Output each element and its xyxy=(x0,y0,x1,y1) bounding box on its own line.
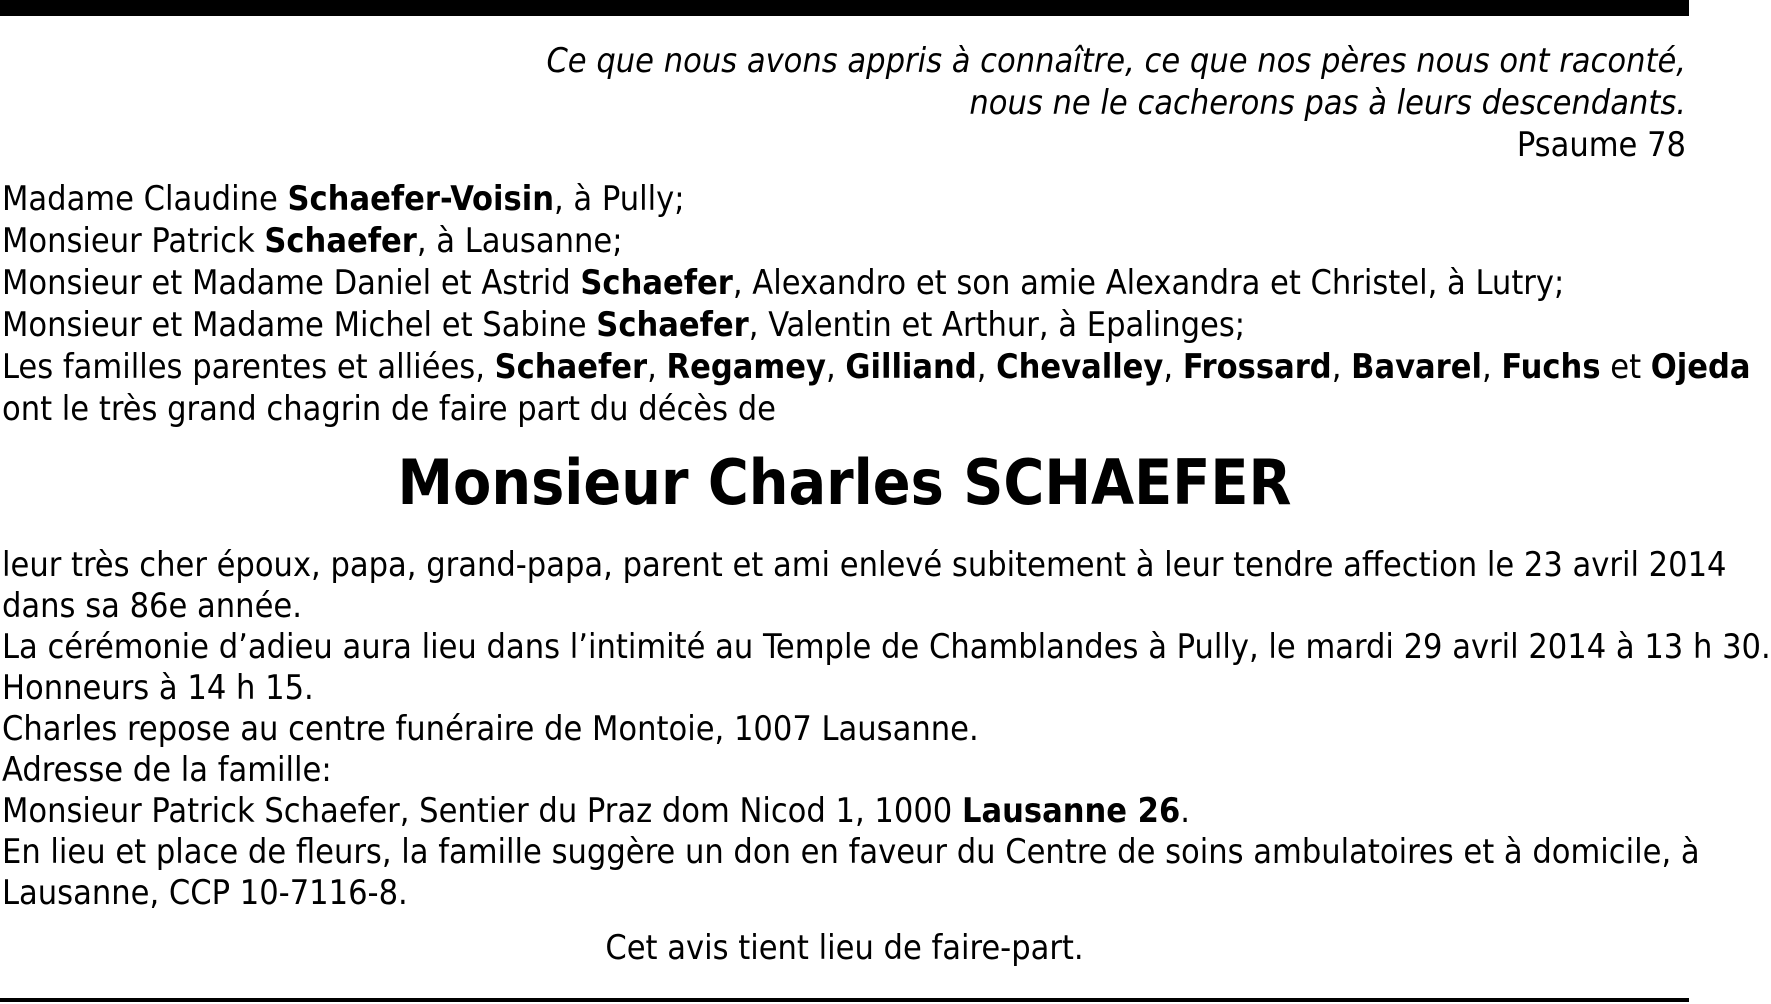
relative-surname: Ojeda xyxy=(1650,347,1751,387)
closing-note: Cet avis tient lieu de faire-part. xyxy=(605,928,1084,968)
family-text: Monsieur Patrick xyxy=(2,221,265,261)
relatives-text: Les familles parentes et alliées, xyxy=(2,347,495,387)
family-line-4 xyxy=(2,304,1686,346)
epigraph xyxy=(546,40,1686,166)
bottom-rule xyxy=(0,998,1689,1002)
family-surname: Schaefer xyxy=(596,305,749,345)
family-text: , Valentin et Arthur, à Epalinges; xyxy=(748,305,1246,345)
epigraph-line-2: nous ne le cacherons pas à leurs descendants. xyxy=(969,83,1686,123)
family-line-2 xyxy=(2,220,1686,262)
body-line-1: leur très cher époux, papa, grand-papa, parent et ami enlevé subitement à leur tendre affection le 23 avril 2014 xyxy=(2,545,1727,585)
notice-body xyxy=(2,545,1771,914)
relative-surname: Bavarel xyxy=(1351,347,1482,387)
announcement-line: ont le très grand chagrin de faire part du décès de xyxy=(2,389,776,429)
address-heading: Adresse de la famille: xyxy=(2,750,332,790)
epigraph-line-1: Ce que nous avons appris à connaître, ce que nos pères nous ont raconté, xyxy=(546,41,1686,81)
family-line-3 xyxy=(2,262,1686,304)
family-text: Monsieur et Madame Michel et Sabine xyxy=(2,305,597,345)
epigraph-source: Psaume 78 xyxy=(1516,125,1686,165)
family-text: , à Lausanne; xyxy=(416,221,623,261)
family-text: , à Pully; xyxy=(553,179,685,219)
relative-surname: Fuchs xyxy=(1501,347,1601,387)
relative-surname: Regamey xyxy=(666,347,826,387)
body-line-2: dans sa 86e année. xyxy=(2,586,302,626)
address-city: Lausanne 26 xyxy=(961,791,1181,831)
deceased-name: Monsieur Charles SCHAEFER xyxy=(397,446,1292,519)
address-line xyxy=(2,791,1686,832)
relatives-line: Les familles parentes et alliées, Schaefer, Regamey, Gilliand, Chevalley, Frossard, Bavarel, Fuchs et Ojeda xyxy=(2,347,1751,387)
donation-line-1: En lieu et place de fleurs, la famille suggère un don en faveur du Centre de soins ambulatoires et à domicile, à xyxy=(2,832,1700,872)
family-surname: Schaefer xyxy=(580,263,733,303)
family-list xyxy=(2,178,1751,430)
relative-surname: Chevalley xyxy=(996,347,1164,387)
top-rule xyxy=(0,0,1689,16)
family-surname: Schaefer-Voisin xyxy=(287,179,554,219)
family-line-1 xyxy=(2,178,1686,220)
donation-line-2: Lausanne, CCP 10-7116-8. xyxy=(2,873,408,913)
family-text: , Alexandro et son amie Alexandra et Christel, à Lutry; xyxy=(732,263,1565,303)
family-surname: Schaefer xyxy=(264,221,417,261)
relatives-conjunction: et xyxy=(1600,347,1651,387)
repose-line: Charles repose au centre funéraire de Montoie, 1007 Lausanne. xyxy=(2,709,979,749)
relative-surname: Frossard xyxy=(1182,347,1332,387)
address-text: . xyxy=(1180,791,1190,831)
family-text: Madame Claudine xyxy=(2,179,288,219)
relative-surname: Gilliand xyxy=(845,347,977,387)
address-text: Monsieur Patrick Schaefer, Sentier du Praz dom Nicod 1, 1000 xyxy=(2,791,962,831)
honours-line: Honneurs à 14 h 15. xyxy=(2,668,314,708)
relative-surname: Schaefer xyxy=(494,347,648,387)
family-text: Monsieur et Madame Daniel et Astrid xyxy=(2,263,581,303)
ceremony-line: La cérémonie d’adieu aura lieu dans l’intimité au Temple de Chamblandes à Pully, le mardi 29 avril 2014 à 13 h 30. xyxy=(2,627,1771,667)
